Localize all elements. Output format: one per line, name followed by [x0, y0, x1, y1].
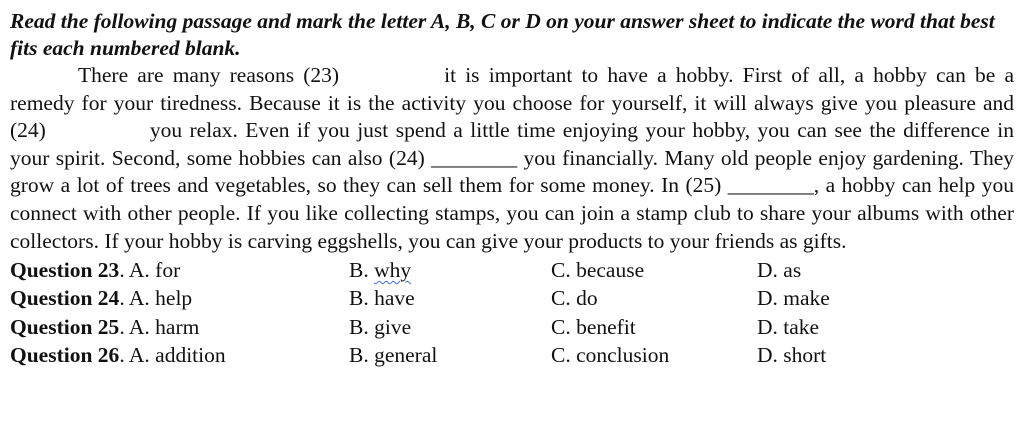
option-b-word: why — [374, 258, 412, 283]
option-d: D. as — [757, 258, 802, 283]
option-a: . A. addition — [119, 342, 226, 367]
question-number: Question 24 — [10, 286, 120, 311]
question-label — [10, 256, 180, 284]
passage-segment-1: There are many reasons (23) — [78, 63, 340, 87]
question-row-23 — [10, 256, 1014, 284]
option-a: . A. help — [119, 286, 193, 311]
option-b-letter: B. — [349, 258, 375, 283]
option-d: D. short — [757, 342, 827, 367]
option-b: B. general — [349, 342, 438, 367]
question-label — [10, 313, 199, 341]
blank-25: ________ — [727, 173, 814, 198]
option-b: B. have — [349, 286, 415, 311]
option-b: B. give — [349, 314, 412, 339]
question-row-26 — [10, 341, 1014, 369]
option-c: C. conclusion — [551, 342, 670, 367]
question-label — [10, 341, 226, 369]
option-c: C. benefit — [551, 314, 636, 339]
option-a: . A. for — [119, 258, 181, 283]
option-c: C. because — [551, 258, 645, 283]
passage-segment-2: it is important to have a hobby. First of all, a hobby can be a remedy for your tiredness. Because it is the activity you choose for yourself, it will always give you pleasure and (24) — [10, 63, 1014, 143]
option-d: D. take — [757, 314, 820, 339]
question-number: Question 25 — [10, 314, 120, 339]
blank-24b: ________ — [431, 145, 518, 170]
question-number: Question 23 — [10, 258, 120, 283]
question-row-25 — [10, 313, 1014, 341]
instruction-text: Read the following passage and mark the letter A, B, C or D on your answer sheet to indicate the word that best fits each numbered blank. — [10, 9, 995, 60]
option-b — [349, 256, 411, 284]
question-number: Question 26 — [10, 342, 120, 367]
exercise-page — [10, 8, 1014, 369]
reading-passage — [10, 62, 1014, 255]
passage-segment-5: , a hobby can help you connect with other people. If you like collecting stamps, you can join a stamp club to share your albums with other collectors. If your hobby is carving eggshells, you can give your products to your friends as gifts. — [10, 173, 1014, 253]
option-d: D. make — [757, 286, 830, 311]
question-row-24 — [10, 284, 1014, 312]
passage-segment-3: you relax. Even if you just spend a little time enjoying your hobby, you can see the difference in your spirit. Second, some hobbies can also (24) — [10, 118, 1014, 170]
passage-segment-4: you financially. Many old people enjoy gardening. They grow a lot of trees and vegetables, so they can sell them for some money. In (25) — [10, 145, 1015, 198]
question-list — [10, 256, 1014, 369]
option-c: C. do — [551, 286, 598, 311]
question-label — [10, 284, 192, 312]
option-a: . A. harm — [119, 314, 200, 339]
